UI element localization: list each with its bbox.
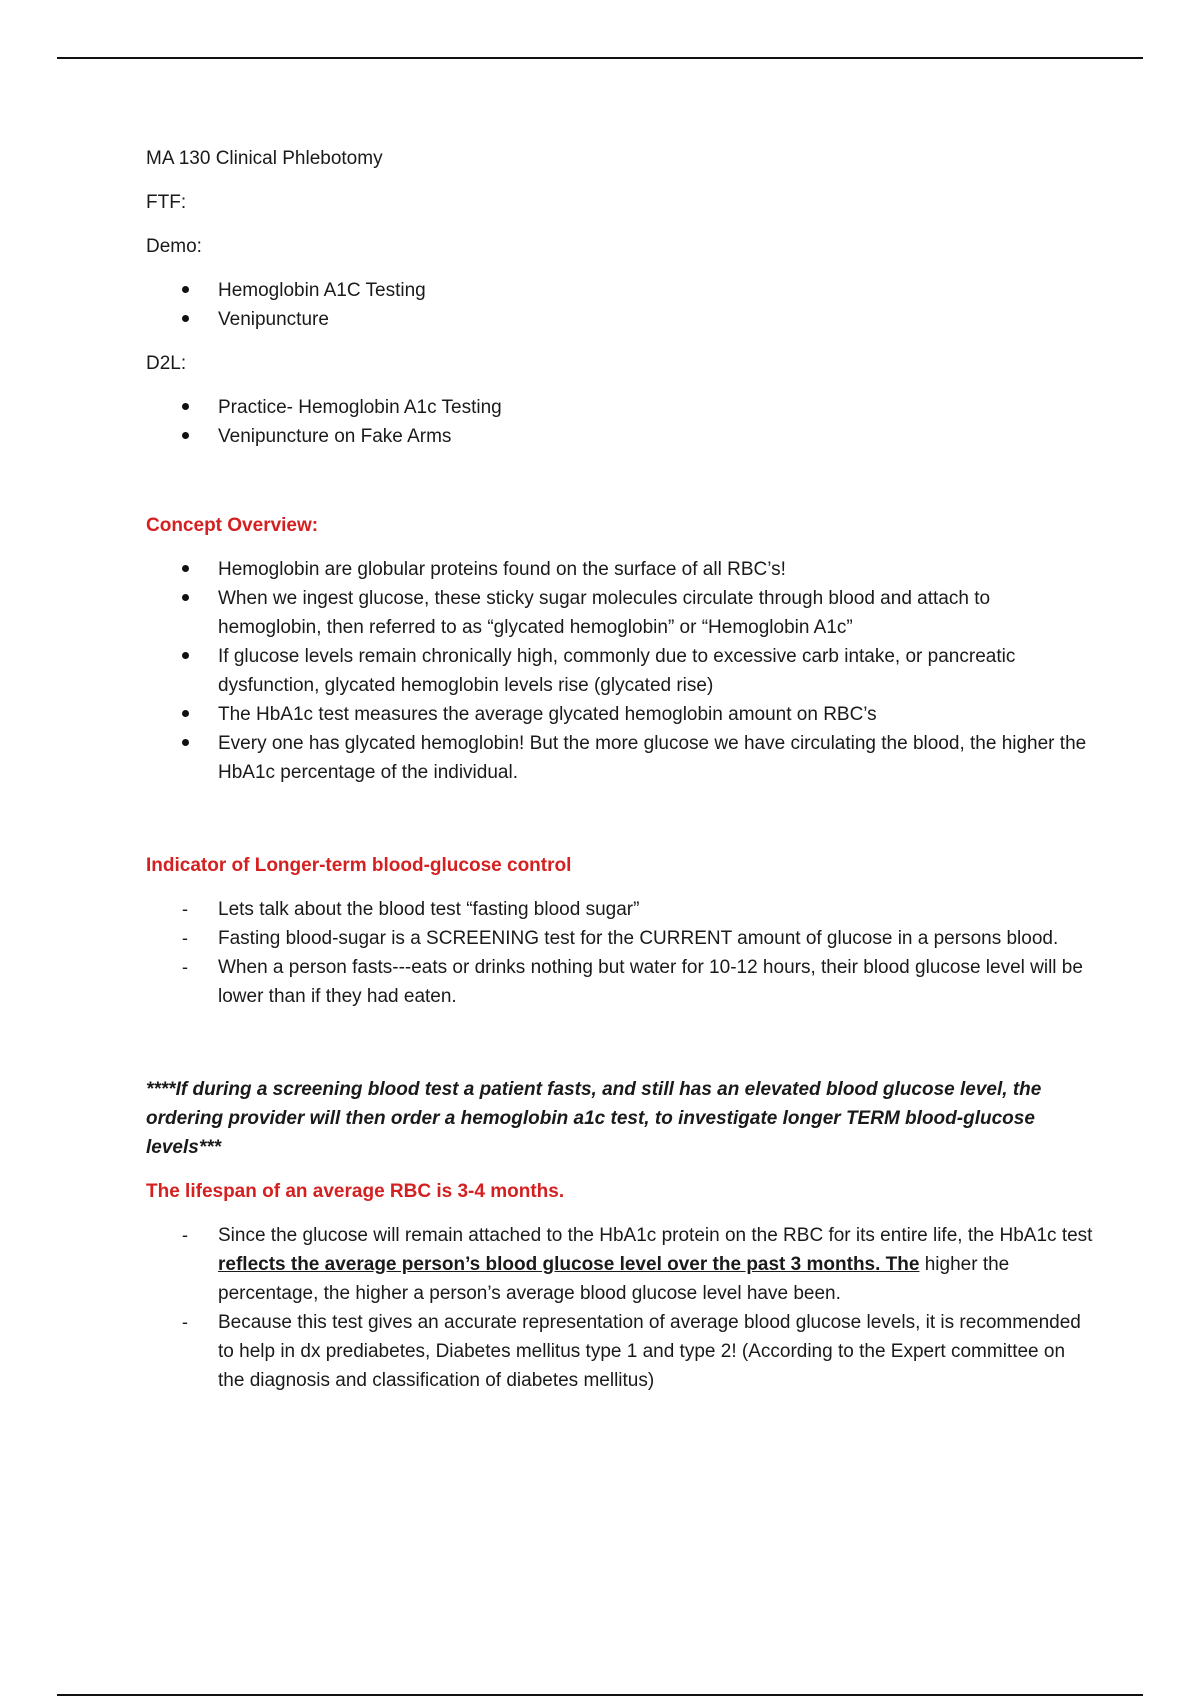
- bullet-icon: [182, 393, 202, 422]
- ftf-label: FTF:: [146, 192, 187, 213]
- list-item: Venipuncture on Fake Arms: [146, 422, 1096, 451]
- document-page: [146, 144, 1096, 1395]
- list-item: - Lets talk about the blood test “fasting blood sugar”: [146, 895, 1096, 924]
- list-item: - Since the glucose will remain attached to the HbA1c protein on the RBC for its entire life, the HbA1c test reflects the average person’s blood glucose level over the past 3 months. The higher the percentage, the higher a person’s average blood glucose level have been.: [146, 1221, 1096, 1308]
- emphasis-text: reflects the average person’s blood glucose level over the past 3 months. The: [218, 1254, 920, 1275]
- bullet-icon: [182, 642, 202, 671]
- longer-term-heading: Indicator of Longer-term blood-glucose control: [146, 855, 572, 876]
- concept-overview-heading: Concept Overview:: [146, 515, 319, 536]
- bullet-icon: [182, 276, 202, 305]
- concept-overview-list: [146, 555, 1096, 787]
- list-item: The HbA1c test measures the average glycated hemoglobin amount on RBC’s: [146, 700, 1096, 729]
- list-item: - Fasting blood-sugar is a SCREENING test for the CURRENT amount of glucose in a persons blood.: [146, 924, 1096, 953]
- list-item: Venipuncture: [146, 305, 1096, 334]
- list-item: If glucose levels remain chronically high, commonly due to excessive carb intake, or pancreatic dysfunction, glycated hemoglobin levels rise (glycated rise): [146, 642, 1096, 700]
- course-title: MA 130 Clinical Phlebotomy: [146, 148, 383, 169]
- dash-icon: -: [182, 1225, 188, 1245]
- bullet-icon: [182, 555, 202, 584]
- bullet-icon: [182, 422, 202, 451]
- dash-icon: -: [182, 1312, 188, 1332]
- dash-icon: -: [182, 928, 188, 948]
- d2l-label: D2L:: [146, 353, 187, 374]
- lifespan-list: [146, 1221, 1096, 1395]
- lifespan-heading: The lifespan of an average RBC is 3-4 months.: [146, 1181, 565, 1202]
- demo-list: [146, 276, 1096, 334]
- screening-note: ****If during a screening blood test a patient fasts, and still has an elevated blood glucose level, the ordering provider will then order a hemoglobin a1c test, to investigate longer TERM blood-glucose levels***: [146, 1079, 1042, 1158]
- list-item: Every one has glycated hemoglobin! But the more glucose we have circulating the blood, the higher the HbA1c percentage of the individual.: [146, 729, 1096, 787]
- dash-icon: -: [182, 899, 188, 919]
- top-rule: [57, 57, 1143, 59]
- longer-term-list: [146, 895, 1096, 1011]
- bullet-icon: [182, 584, 202, 613]
- list-item: Hemoglobin are globular proteins found on the surface of all RBC’s!: [146, 555, 1096, 584]
- list-item: Hemoglobin A1C Testing: [146, 276, 1096, 305]
- bullet-icon: [182, 700, 202, 729]
- d2l-list: [146, 393, 1096, 451]
- bottom-rule: [57, 1694, 1143, 1696]
- list-item: Practice- Hemoglobin A1c Testing: [146, 393, 1096, 422]
- bullet-icon: [182, 729, 202, 758]
- list-item: - When a person fasts---eats or drinks nothing but water for 10-12 hours, their blood glucose level will be lower than if they had eaten.: [146, 953, 1096, 1011]
- list-item: When we ingest glucose, these sticky sugar molecules circulate through blood and attach to hemoglobin, then referred to as “glycated hemoglobin” or “Hemoglobin A1c”: [146, 584, 1096, 642]
- demo-label: Demo:: [146, 236, 202, 257]
- bullet-icon: [182, 305, 202, 334]
- dash-icon: -: [182, 957, 188, 977]
- list-item: - Because this test gives an accurate representation of average blood glucose levels, it is recommended to help in dx prediabetes, Diabetes mellitus type 1 and type 2! (According to the Expert committee on the diagnosis and classification of diabetes mellitus): [146, 1308, 1096, 1395]
